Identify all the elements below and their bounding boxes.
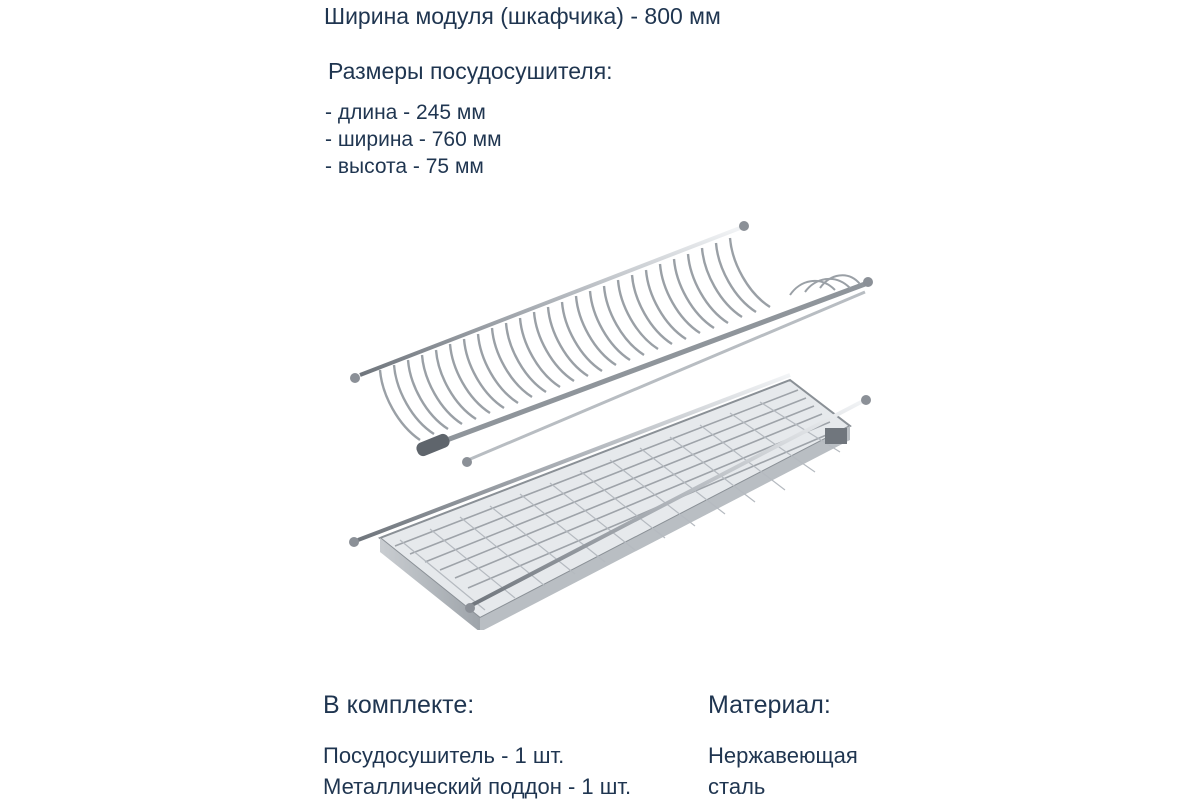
rail-end-cap [350, 373, 360, 383]
kit-item: Металлический поддон - 1 шт. [323, 774, 632, 799]
rail-end-cap [861, 395, 871, 405]
dim-length: - длина - 245 мм [325, 101, 486, 124]
dim-width: - ширина - 760 мм [325, 128, 502, 151]
rail-end-cap [739, 221, 749, 231]
drip-tray [349, 375, 871, 630]
material-value-line: Нержавеющая [708, 743, 858, 768]
material-title: Материал: [708, 691, 831, 719]
rail-end-cap [465, 603, 475, 613]
dims-title: Размеры посудосушителя: [328, 58, 613, 84]
kit-title: В комплекте: [323, 691, 475, 719]
rail-end-cap [462, 457, 472, 467]
dims-list [325, 99, 502, 180]
dim-height: - высота - 75 мм [325, 155, 484, 178]
module-width-text: Ширина модуля (шкафчика) - 800 мм [324, 3, 721, 29]
kit-item: Посудосушитель - 1 шт. [323, 743, 565, 768]
tray-end-clip [825, 428, 847, 444]
rail-end-cap [349, 537, 359, 547]
dish-rack-photo [320, 210, 880, 630]
material-value [708, 740, 908, 800]
rail-end-cap [863, 277, 873, 287]
kit-list [323, 740, 631, 800]
material-value-line: сталь [708, 774, 766, 799]
